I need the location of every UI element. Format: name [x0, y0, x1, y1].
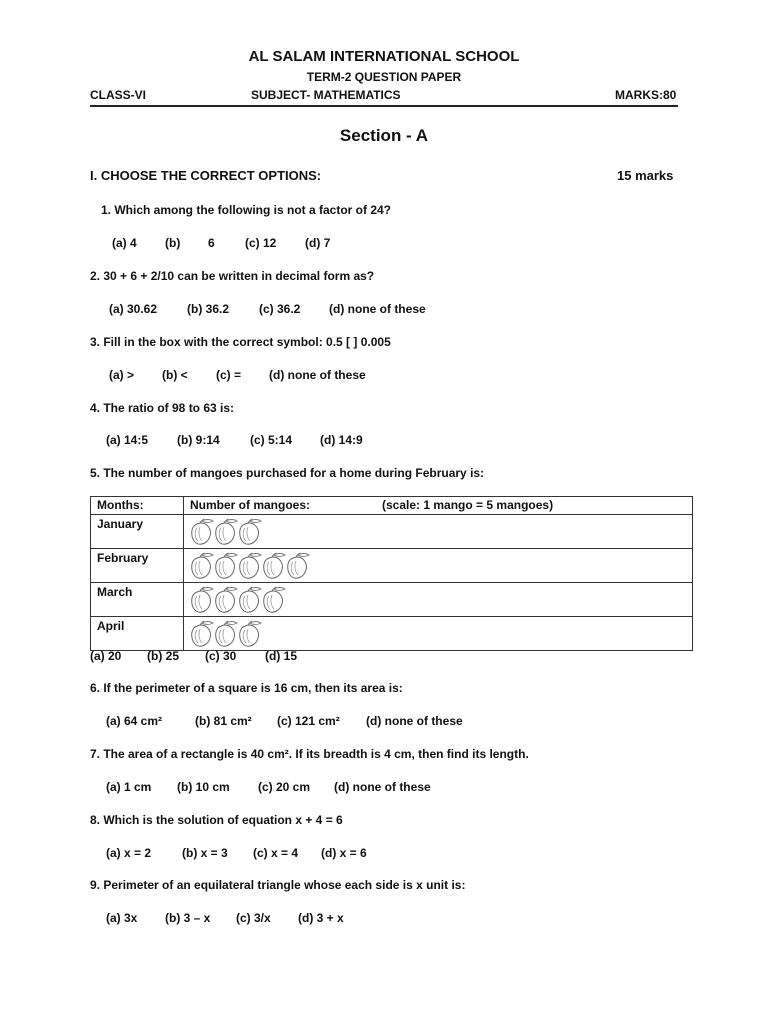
- mango-icon: [284, 552, 310, 580]
- mango-icon: [212, 552, 238, 580]
- mango-icon: [260, 586, 286, 614]
- option: (a) 1 cm: [106, 780, 152, 794]
- question-7-options: [106, 780, 431, 794]
- icons-cell: [184, 515, 693, 549]
- mango-icon: [188, 552, 214, 580]
- mango-icon: [212, 518, 238, 546]
- option: (c) 30: [205, 649, 237, 663]
- option: (a) x = 2: [106, 846, 152, 860]
- month-cell: February: [91, 549, 184, 583]
- section-title: Section - A: [339, 126, 429, 145]
- question-5: 5. The number of mangoes purchased for a home during February is:: [90, 466, 485, 480]
- mango-icon: [188, 586, 214, 614]
- school-name: AL SALAM INTERNATIONAL SCHOOL: [248, 48, 520, 65]
- part-title: I. CHOOSE THE CORRECT OPTIONS:: [90, 168, 322, 183]
- option: (b) 25: [147, 649, 180, 663]
- option: (a) 30.62: [109, 302, 158, 316]
- option: (d) none of these: [269, 368, 366, 382]
- mango-icon: [236, 518, 262, 546]
- table-row: [91, 549, 693, 583]
- option: (d) none of these: [366, 714, 463, 728]
- question-1-options: [112, 236, 330, 250]
- question-5-options: [90, 649, 297, 663]
- marks-label: MARKS:80: [615, 88, 677, 102]
- class-label: CLASS-VI: [90, 88, 147, 102]
- months-header: Months:: [91, 497, 184, 515]
- question-8: 8. Which is the solution of equation x + 4 = 6: [90, 813, 343, 827]
- option: (d) x = 6: [321, 846, 367, 860]
- question-3: 3. Fill in the box with the correct symbol: 0.5 [ ] 0.005: [90, 335, 391, 349]
- number-header: Number of mangoes:: [190, 498, 311, 512]
- mango-icons: [188, 551, 686, 581]
- option: (c) 12: [245, 236, 277, 250]
- question-2-options: [109, 302, 426, 316]
- option: (c) 36.2: [259, 302, 301, 316]
- question-6: 6. If the perimeter of a square is 16 cm, then its area is:: [90, 681, 403, 695]
- mango-icon: [212, 620, 238, 648]
- table-row: [91, 583, 693, 617]
- option: (d) 3 + x: [298, 911, 344, 925]
- question-7: 7. The area of a rectangle is 40 cm². If its breadth is 4 cm, then find its length.: [90, 747, 529, 761]
- table-row: [91, 617, 693, 651]
- question-2: 2. 30 + 6 + 2/10 can be written in decimal form as?: [90, 269, 375, 283]
- option: (c) 3/x: [236, 911, 271, 925]
- mango-icon: [260, 552, 286, 580]
- pictograph-header-row: [91, 497, 693, 515]
- option: (b) 81 cm²: [195, 714, 252, 728]
- option: (c) 5:14: [250, 433, 293, 447]
- option: (d) none of these: [334, 780, 431, 794]
- mango-icons: [188, 619, 686, 649]
- option: (c) 20 cm: [258, 780, 311, 794]
- month-cell: April: [91, 617, 184, 651]
- scale-note: (scale: 1 mango = 5 mangoes): [382, 498, 554, 512]
- icons-cell: [184, 583, 693, 617]
- paper-term: TERM-2 QUESTION PAPER: [306, 70, 462, 84]
- option: (a) 4: [112, 236, 137, 250]
- question-3-options: [109, 368, 366, 382]
- question-6-options: [106, 714, 463, 728]
- pictograph-table: [90, 496, 693, 651]
- question-4: 4. The ratio of 98 to 63 is:: [90, 401, 235, 415]
- mango-icons: [188, 517, 686, 547]
- mango-icon: [188, 620, 214, 648]
- question-8-options: [106, 846, 367, 860]
- question-1: 1. Which among the following is not a factor of 24?: [101, 203, 392, 217]
- month-cell: January: [91, 515, 184, 549]
- mango-icon: [236, 586, 262, 614]
- option: (b) 10 cm: [177, 780, 230, 794]
- option: (a) 14:5: [106, 433, 149, 447]
- option: (d) 14:9: [320, 433, 363, 447]
- icons-cell: [184, 549, 693, 583]
- option: (b) 9:14: [177, 433, 220, 447]
- option: (b) <: [162, 368, 188, 382]
- icons-cell: [184, 617, 693, 651]
- table-row: [91, 515, 693, 549]
- mango-icon: [236, 620, 262, 648]
- mango-icons: [188, 585, 686, 615]
- question-9: 9. Perimeter of an equilateral triangle whose each side is x unit is:: [90, 878, 466, 892]
- option: (c) 121 cm²: [277, 714, 340, 728]
- option: (a) 20: [90, 649, 122, 663]
- option: (b) 36.2: [187, 302, 230, 316]
- subject-label: SUBJECT- MATHEMATICS: [251, 88, 401, 102]
- option: 6: [208, 236, 215, 250]
- option: (b) x = 3: [182, 846, 228, 860]
- count-header: [184, 497, 693, 515]
- month-cell: March: [91, 583, 184, 617]
- option: (c) =: [216, 368, 242, 382]
- option: (c) x = 4: [253, 846, 299, 860]
- option: (b) 3 – x: [165, 911, 211, 925]
- question-4-options: [106, 433, 363, 447]
- mango-icon: [236, 552, 262, 580]
- option: (a) >: [109, 368, 135, 382]
- option: (a) 3x: [106, 911, 138, 925]
- option: (d) 7: [305, 236, 331, 250]
- header-divider: [90, 105, 678, 107]
- part-marks: 15 marks: [617, 168, 674, 183]
- option: (d) 15: [265, 649, 298, 663]
- mango-icon: [188, 518, 214, 546]
- option: (b): [165, 236, 181, 250]
- option: (a) 64 cm²: [106, 714, 163, 728]
- mango-icon: [212, 586, 238, 614]
- option: (d) none of these: [329, 302, 426, 316]
- question-9-options: [106, 911, 344, 925]
